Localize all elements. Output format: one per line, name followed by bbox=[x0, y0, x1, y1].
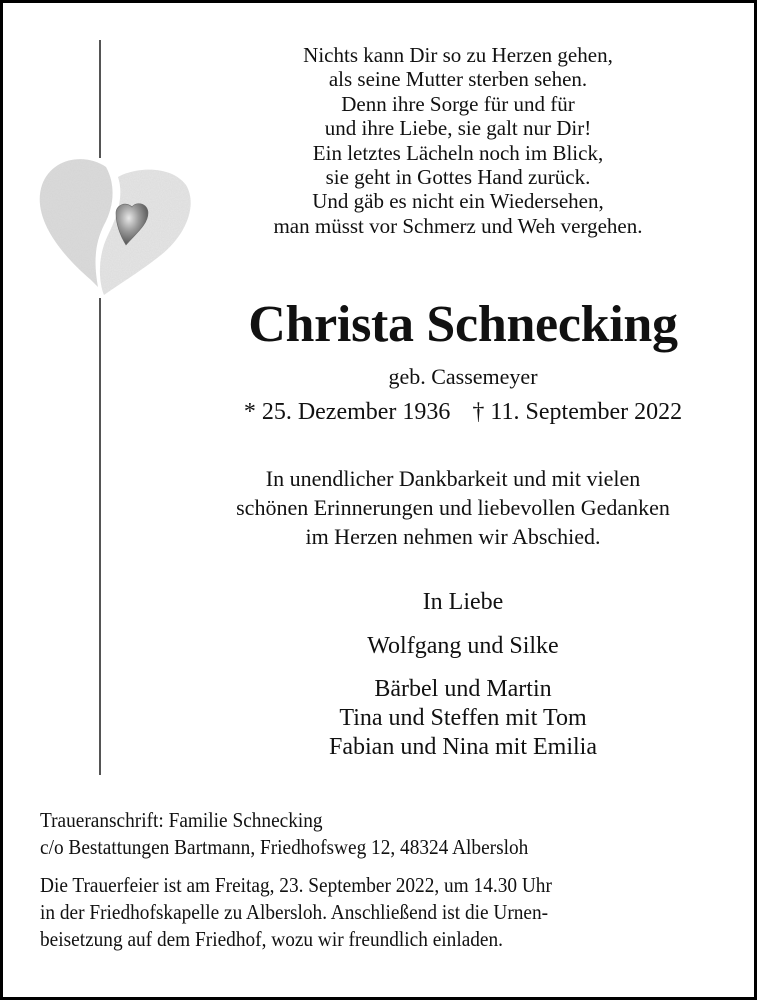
mourners bbox=[263, 587, 663, 762]
farewell-line: schönen Erinnerungen und liebevollen Gedanken bbox=[236, 495, 670, 520]
deceased-name: Christa Schnecking bbox=[248, 296, 678, 353]
poem-line: Nichts kann Dir so zu Herzen gehen, bbox=[303, 43, 613, 67]
farewell-line: im Herzen nehmen wir Abschied. bbox=[305, 524, 601, 549]
mourners-primary: Wolfgang und Silke bbox=[367, 633, 559, 659]
poem-line: Ein letztes Lächeln noch im Blick, bbox=[312, 140, 604, 165]
poem-line: als seine Mutter sterben sehen. bbox=[328, 67, 588, 92]
poem bbox=[223, 43, 693, 238]
farewell-line: In unendlicher Dankbarkeit und mit vielen bbox=[265, 466, 641, 491]
address-line: Traueranschrift: Familie Schnecking bbox=[40, 808, 323, 832]
heart-icon bbox=[36, 155, 192, 301]
ceremony-line: in der Friedhofskapelle zu Albersloh. Anschließend ist die Urnen- bbox=[40, 900, 549, 924]
maiden-name: geb. Cassemeyer bbox=[388, 364, 538, 389]
mourner-line: Fabian und Nina mit Emilia bbox=[329, 734, 597, 760]
poem-line: man müsst vor Schmerz und Weh vergehen. bbox=[273, 213, 643, 238]
address-line: c/o Bestattungen Bartmann, Friedhofsweg 12, 48324 Albersloh bbox=[40, 835, 529, 859]
poem-line: sie geht in Gottes Hand zurück. bbox=[325, 165, 591, 190]
poem-line: und ihre Liebe, sie galt nur Dir! bbox=[324, 116, 592, 141]
poem-line: Und gäb es nicht ein Wiedersehen, bbox=[312, 189, 604, 214]
death-date: † 11. September 2022 bbox=[472, 399, 683, 425]
footer bbox=[40, 807, 740, 953]
ceremony-line: Die Trauerfeier ist am Freitag, 23. September 2022, um 14.30 Uhr bbox=[40, 873, 552, 897]
vertical-divider-bottom bbox=[99, 298, 101, 775]
mourners-intro: In Liebe bbox=[422, 589, 504, 615]
farewell-text bbox=[173, 464, 733, 551]
mourner-line: Tina und Steffen mit Tom bbox=[339, 705, 587, 731]
mourner-line: Bärbel und Martin bbox=[374, 676, 552, 702]
birth-date: * 25. Dezember 1936 bbox=[243, 399, 451, 425]
ceremony-line: beisetzung auf dem Friedhof, wozu wir freundlich einladen. bbox=[40, 927, 504, 951]
ceremony-info bbox=[40, 872, 740, 953]
mourning-address bbox=[40, 807, 740, 861]
poem-line: Denn ihre Sorge für und für bbox=[341, 91, 575, 116]
vertical-divider-top bbox=[99, 40, 101, 158]
life-dates bbox=[183, 397, 743, 427]
mourners-others bbox=[263, 675, 663, 762]
